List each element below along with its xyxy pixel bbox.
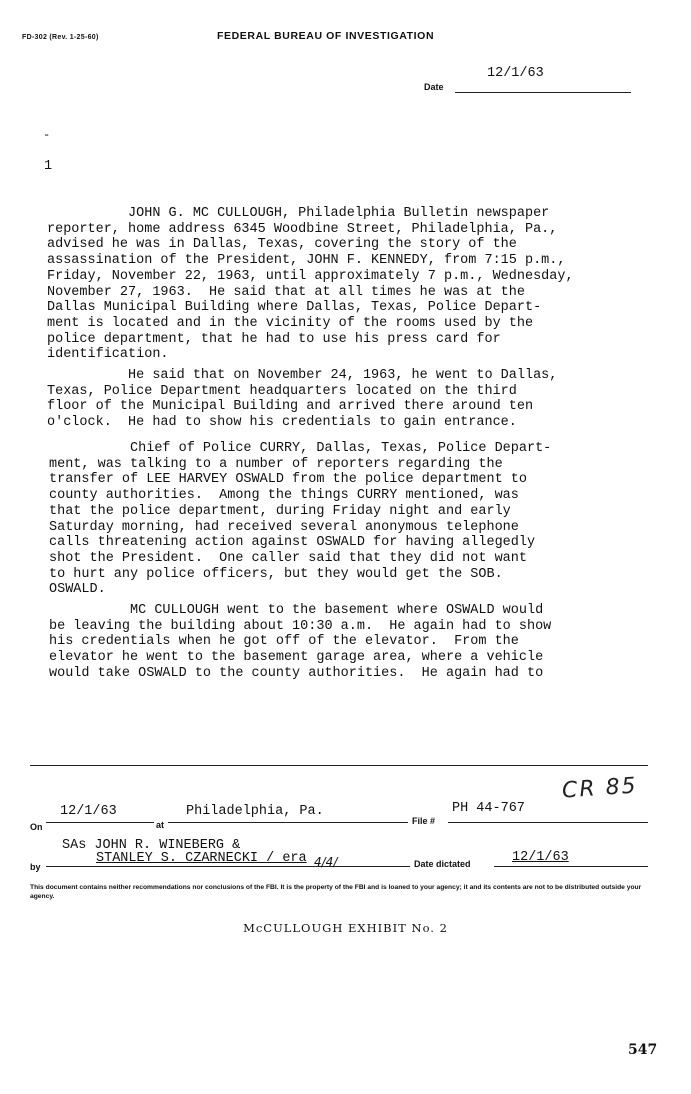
dictated-label: Date dictated — [414, 859, 471, 869]
form-number: FD-302 (Rev. 1-25-60) — [22, 34, 99, 41]
paragraph-1: JOHN G. MC CULLOUGH, Philadelphia Bulletin newspaper reporter, home address 6345 Woodbine Street, Philadelphia, Pa., advised he was in Dallas, Texas, covering the story of the assassination of the President, JOHN F. KENNEDY, from 7:15 p.m., Friday, November 22, 1963, until approximately 7 p.m., Wednesday, November 27, 1963. He said that at all times he was at the Dallas Municipal Building where Dallas, Texas, Police Depart- ment is located and in the vicinity of the rooms used by the police department, that he had to use his press card for identification. — [47, 206, 574, 363]
paragraph-4: MC CULLOUGH went to the basement where OSWALD would be leaving the building about 10:30 a.m. He again had to show his credentials when he got off of the elevator. From the elevator he went to the basement garage area, where a vehicle would take OSWALD to the county authorities. He again had to — [49, 603, 552, 681]
interview-date: 12/1/63 — [60, 804, 117, 819]
by-label: by — [30, 862, 41, 872]
on-underline — [46, 822, 154, 823]
date-label: Date — [424, 82, 444, 92]
handwritten-initials: 4/4/ — [314, 855, 338, 869]
agents-line-2: STANLEY S. CZARNECKI / era — [96, 851, 307, 866]
file-number: PH 44-767 — [452, 801, 525, 816]
margin-dash: - — [43, 128, 51, 142]
by-underline — [46, 866, 410, 867]
date-underline — [455, 92, 631, 93]
interview-location: Philadelphia, Pa. — [186, 804, 324, 819]
agents-line-1: SAs JOHN R. WINEBERG & — [62, 838, 241, 853]
file-underline — [448, 822, 648, 823]
paragraph-2: He said that on November 24, 1963, he went to Dallas, Texas, Police Department headquarters located on the third floor of the Municipal Building and arrived there around ten o'clock. He had to show his credentials to gain entrance. — [47, 368, 558, 431]
dictated-underline — [494, 866, 648, 867]
margin-number: 1 — [44, 159, 53, 174]
exhibit-caption: McCULLOUGH EXHIBIT No. 2 — [243, 921, 448, 935]
file-label: File # — [412, 816, 436, 826]
on-label: On — [30, 822, 43, 832]
agency-title: FEDERAL BUREAU OF INVESTIGATION — [217, 30, 435, 42]
report-date: 12/1/63 — [487, 66, 544, 81]
disclaimer: This document contains neither recommendations nor conclusions of the FBI. It is the property of the FBI and is loaned to your agency; it and its contents are not to be distributed outside your agency. — [30, 884, 642, 900]
handwritten-reference: CR 85 — [561, 773, 639, 804]
dictated-date: 12/1/63 — [512, 850, 569, 865]
footer-divider — [30, 765, 648, 766]
page-number: 547 — [628, 1042, 658, 1058]
at-underline — [168, 822, 408, 823]
paragraph-3: Chief of Police CURRY, Dallas, Texas, Police Depart- ment, was talking to a number of reporters regarding the transfer of LEE HARVEY OSWALD from the police department to county authorities. Among the things CURRY mentioned, was that the police department, during Friday night and early Saturday morning, had received several anonymous telephone calls threatening action against OSWALD for having allegedly shot the President. One caller said that they did not want to hurt any police officers, but they would get the SOB. OSWALD. — [49, 441, 552, 598]
at-label: at — [156, 820, 165, 830]
